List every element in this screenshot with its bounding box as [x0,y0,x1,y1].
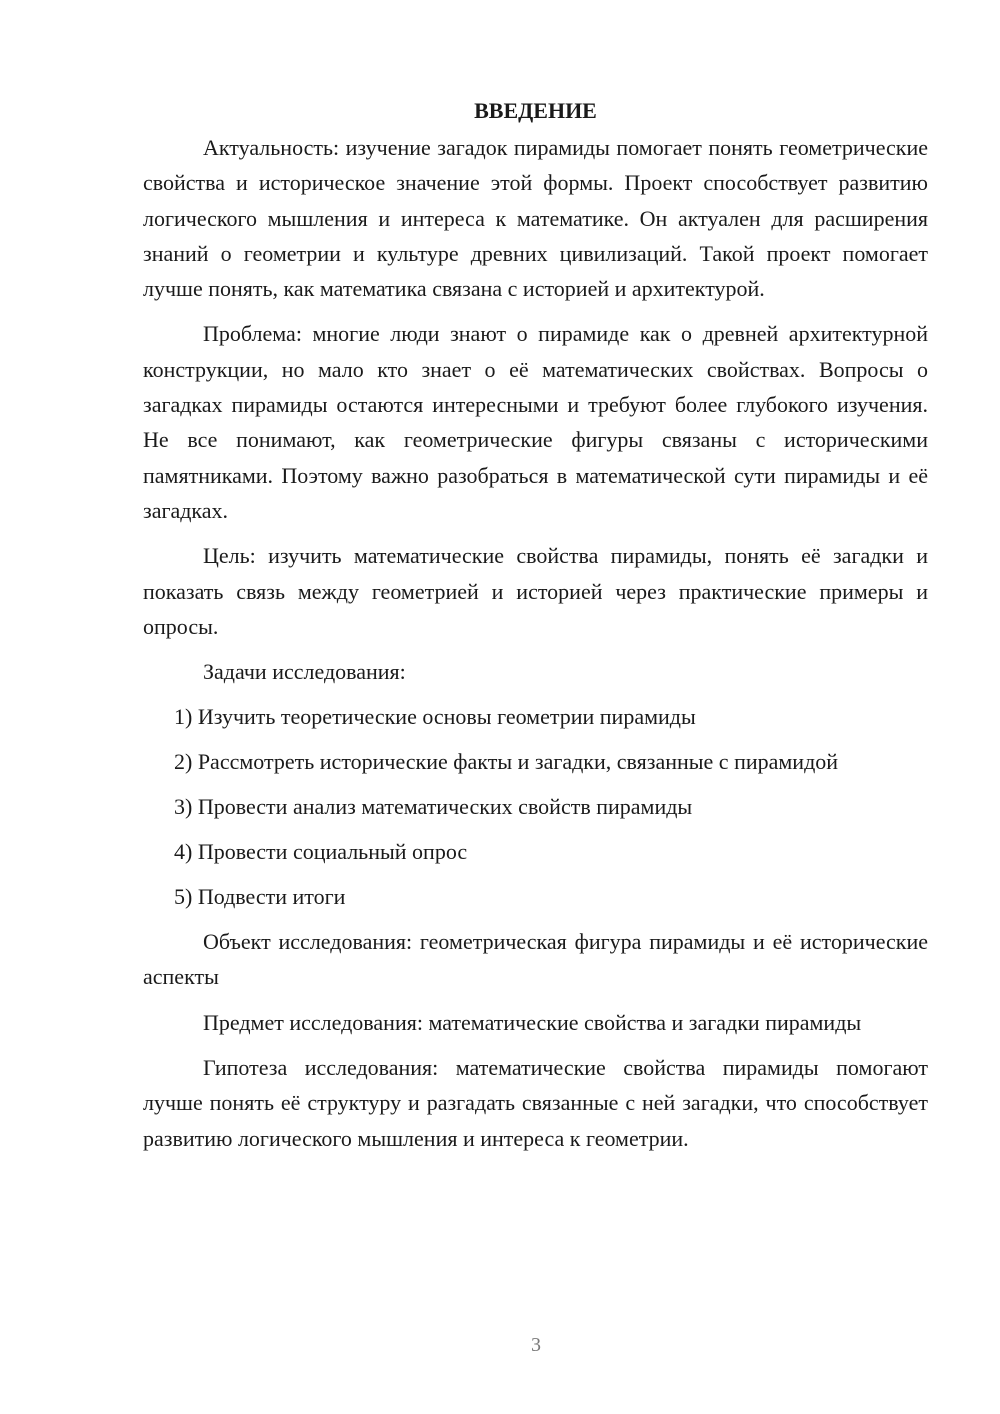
paragraph-relevance: Актуальность: изучение загадок пирамиды помогает понять геометрические свойства и историческое значение этой формы. Проект способствует развитию логического мышления и интереса к математике. Он актуален для расширения знаний о геометрии и культуре древних цивилизаций. Такой проект помогает лучше понять, как математика связана с историей и архитектурой. [143,135,928,302]
paragraph-goal: Цель: изучить математические свойства пирамиды, понять её загадки и показать связь между геометрией и историей через практические примеры и опросы. [143,543,928,639]
tasks-list [143,699,928,914]
list-item: 2) Рассмотреть исторические факты и загадки, связанные с пирамидой [174,749,839,775]
page-number: 3 [531,1334,541,1356]
list-item: 1) Изучить теоретические основы геометрии пирамиды [174,704,696,730]
page-content [143,94,928,1166]
list-item: 4) Провести социальный опрос [174,839,468,865]
paragraph-object: Объект исследования: геометрическая фигура пирамиды и её исторические аспекты [143,929,928,990]
list-item: 3) Провести анализ математических свойств пирамиды [174,794,693,820]
list-item: 5) Подвести итоги [174,884,346,910]
paragraph-subject: Предмет исследования: математические свойства и загадки пирамиды [203,1009,862,1035]
tasks-label: Задачи исследования: [203,659,406,685]
section-title: ВВЕДЕНИЕ [474,98,597,123]
paragraph-hypothesis: Гипотеза исследования: математические свойства пирамиды помогают лучше понять её структуру и разгадать связанные с ней загадки, что способствует развитию логического мышления и интереса к геометрии. [143,1055,928,1151]
paragraph-problem: Проблема: многие люди знают о пирамиде как о древней архитектурной конструкции, но мало кто знает о её математических свойствах. Вопросы о загадках пирамиды остаются интересными и требуют более глубокого изучения. Не все понимают, как геометрические фигуры связаны с историческими памятниками. Поэтому важно разобраться в математической сути пирамиды и её загадках. [143,321,928,523]
